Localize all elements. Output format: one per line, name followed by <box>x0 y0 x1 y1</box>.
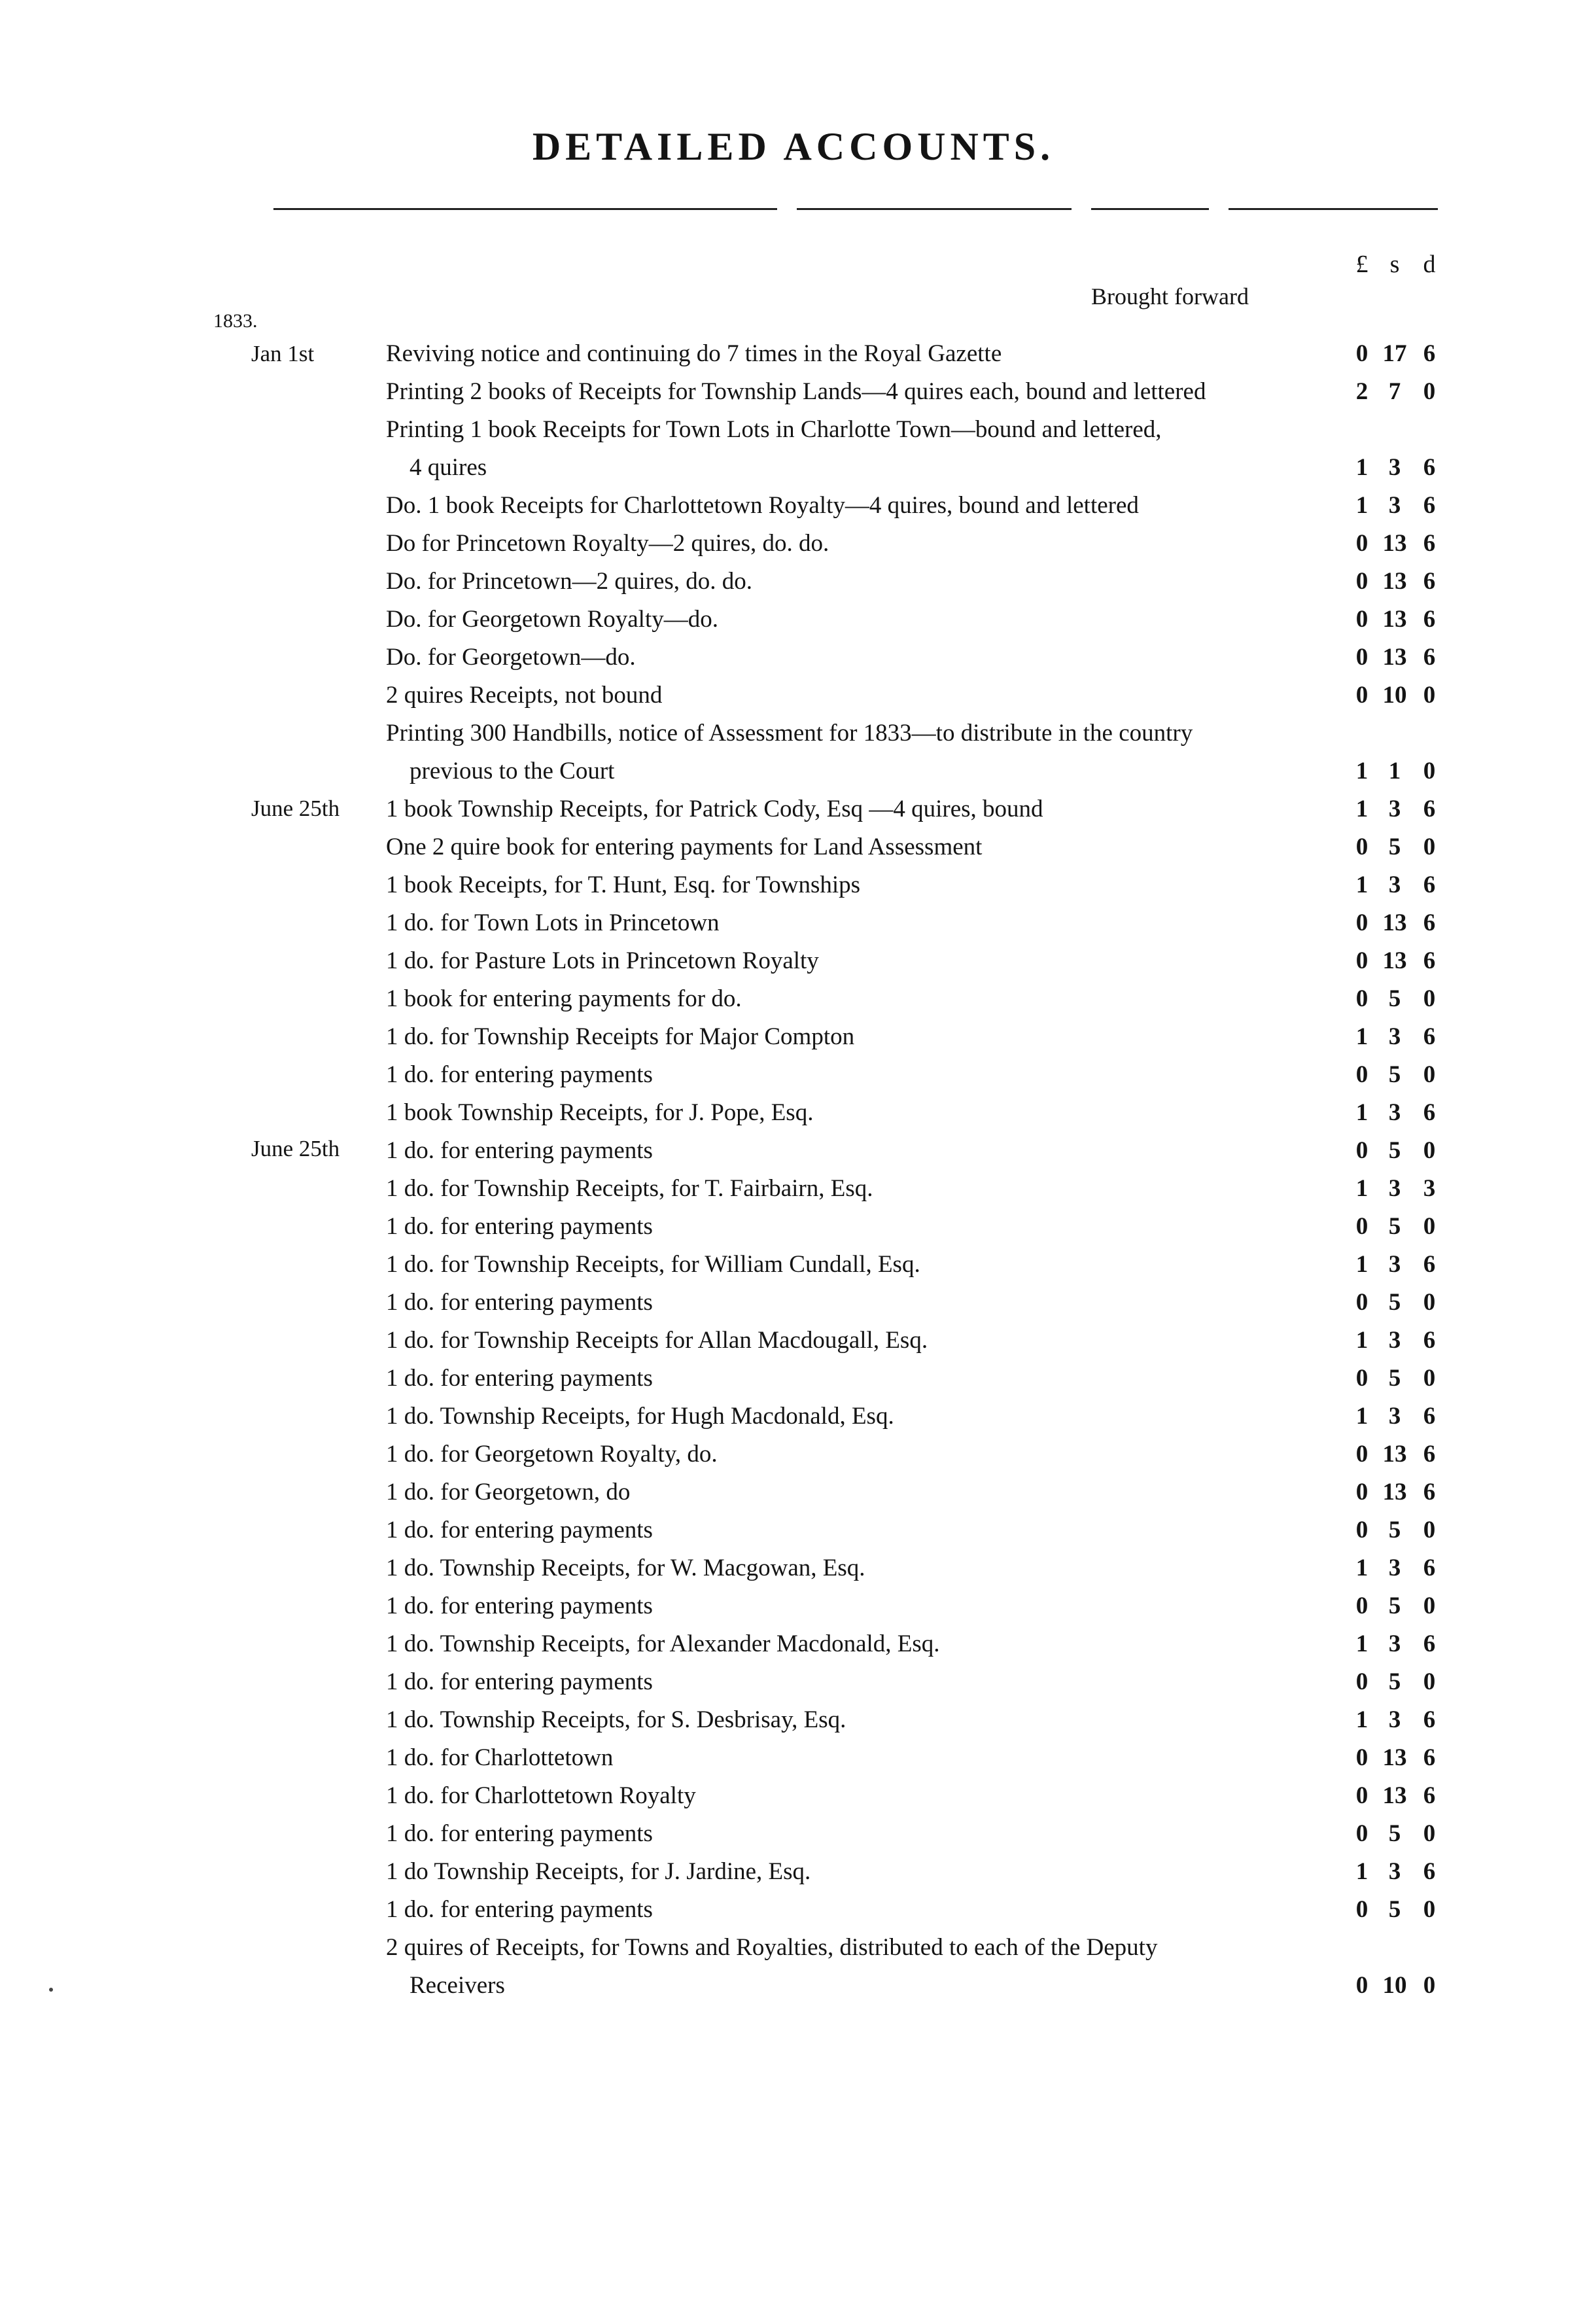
pounds-header: £ <box>1355 251 1369 278</box>
pence-value: 6 <box>1423 1858 1436 1885</box>
shillings-value: 5 <box>1388 1668 1401 1695</box>
shillings-value: 3 <box>1388 1099 1401 1126</box>
pounds-value: 1 <box>1355 1555 1369 1581</box>
shillings-value: 5 <box>1388 985 1401 1012</box>
table-row <box>386 373 1348 411</box>
pence-value <box>1410 411 1449 449</box>
table-row <box>386 1511 1348 1549</box>
item-description: 1 do. for entering payments <box>386 1593 659 1619</box>
shillings-value: 10 <box>1382 682 1407 709</box>
shillings-value: 13 <box>1382 530 1407 557</box>
shillings-value: 13 <box>1382 909 1407 936</box>
pence-value: 6 <box>1423 1744 1436 1771</box>
item-description: 1 do. for entering payments <box>386 1289 659 1316</box>
pounds-value: 0 <box>1355 1479 1369 1505</box>
table-row <box>386 1549 1348 1587</box>
shillings-value: 3 <box>1388 872 1401 898</box>
item-description: 1 book Township Receipts, for J. Pope, Esq. <box>386 1099 820 1126</box>
pounds-value: 0 <box>1355 1061 1369 1088</box>
date-label: June 25th <box>251 1136 340 1161</box>
pounds-value: 0 <box>1355 1137 1369 1164</box>
pounds-value: 0 <box>1355 947 1369 974</box>
item-description: One 2 quire book for entering payments for Land Assessment <box>386 834 988 860</box>
pence-value <box>1410 714 1449 752</box>
pence-value: 0 <box>1423 1820 1436 1847</box>
item-description: 1 do. for Georgetown Royalty, do. <box>386 1441 724 1468</box>
table-row <box>386 1170 1348 1208</box>
item-description: 1 do. Township Receipts, for Hugh Macdonald, Esq. <box>386 1403 901 1430</box>
table-row <box>386 828 1348 866</box>
table-row <box>386 1435 1348 1473</box>
table-row <box>386 1739 1348 1777</box>
table-row <box>386 487 1348 525</box>
pounds-value: 1 <box>1355 1023 1369 1050</box>
pence-value: 0 <box>1423 682 1436 709</box>
shillings-value: 17 <box>1382 340 1407 367</box>
shillings-value: 13 <box>1382 1744 1407 1771</box>
shillings-value: 5 <box>1388 1593 1401 1619</box>
shillings-value: 5 <box>1388 1365 1401 1392</box>
pence-value: 6 <box>1423 568 1436 595</box>
shillings-value: 5 <box>1388 1061 1401 1088</box>
pence-value: 3 <box>1423 1175 1436 1202</box>
header-rule-middle <box>797 208 1072 210</box>
item-description: 1 do. for entering payments <box>386 1820 659 1847</box>
item-description: 1 do. Township Receipts, for Alexander Macdonald, Esq. <box>386 1630 947 1657</box>
item-description: Receivers <box>410 1972 512 1999</box>
pounds-value: 0 <box>1355 340 1369 367</box>
item-description: 1 do. for Township Receipts for Major Compton <box>386 1023 861 1050</box>
pence-value: 6 <box>1423 454 1436 481</box>
pence-value: 6 <box>1423 492 1436 519</box>
table-row <box>386 1929 1348 1967</box>
table-row <box>386 790 1348 828</box>
pounds-value: 1 <box>1355 1630 1369 1657</box>
header-rule-right <box>1229 208 1438 210</box>
item-description: Do for Princetown Royalty—2 quires, do. do. <box>386 530 835 557</box>
table-row <box>386 1360 1348 1398</box>
pounds-value: 1 <box>1355 1099 1369 1126</box>
pounds-value: 0 <box>1355 1668 1369 1695</box>
pounds-value: 1 <box>1355 454 1369 481</box>
pounds-value: 1 <box>1355 796 1369 822</box>
item-description: 1 do. for entering payments <box>386 1668 659 1695</box>
item-description: 1 do. for entering payments <box>386 1061 659 1088</box>
item-description: Do. for Georgetown Royalty—do. <box>386 606 725 633</box>
pounds-value: 0 <box>1355 1593 1369 1619</box>
shillings-value: 7 <box>1388 378 1401 405</box>
item-description: 1 do. for Charlottetown <box>386 1744 619 1771</box>
pounds-value: 0 <box>1355 568 1369 595</box>
item-description: Do. 1 book Receipts for Charlottetown Royalty—4 quires, bound and lettered <box>386 492 1145 519</box>
pounds-value: 1 <box>1355 1251 1369 1278</box>
table-row <box>386 1322 1348 1360</box>
shillings-value: 13 <box>1382 568 1407 595</box>
date-label: June 25th <box>251 796 340 821</box>
pence-value: 6 <box>1423 1479 1436 1505</box>
table-row <box>386 1094 1348 1132</box>
table-row <box>386 1853 1348 1891</box>
item-description: 1 do. for Pasture Lots in Princetown Royalty <box>386 947 826 974</box>
shillings-value: 13 <box>1382 1441 1407 1468</box>
pence-value <box>1410 1929 1449 1967</box>
pounds-value: 0 <box>1355 1782 1369 1809</box>
pence-value: 6 <box>1423 1441 1436 1468</box>
pence-value: 6 <box>1423 1630 1436 1657</box>
shillings-value: 3 <box>1388 1327 1401 1354</box>
year-label: 1833. <box>213 310 258 332</box>
shillings-value: 3 <box>1388 1403 1401 1430</box>
table-row <box>386 1284 1348 1322</box>
pence-value: 6 <box>1423 340 1436 367</box>
shillings-value: 13 <box>1382 1782 1407 1809</box>
pence-value: 0 <box>1423 985 1436 1012</box>
item-description: Do. for Georgetown—do. <box>386 644 642 671</box>
item-description: 1 do. for entering payments <box>386 1137 659 1164</box>
item-description: 1 do. Township Receipts, for W. Macgowan, Esq. <box>386 1555 872 1581</box>
pence-value: 0 <box>1423 1061 1436 1088</box>
pence-value: 6 <box>1423 1782 1436 1809</box>
table-row <box>410 449 1348 487</box>
item-description: Printing 300 Handbills, notice of Assessment for 1833—to distribute in the country <box>386 720 1199 747</box>
item-description: Printing 1 book Receipts for Town Lots in Charlotte Town—bound and lettered, <box>386 416 1168 443</box>
item-description: 1 do. for Township Receipts for Allan Macdougall, Esq. <box>386 1327 934 1354</box>
stray-mark <box>49 1988 53 1992</box>
shillings-value: 13 <box>1382 947 1407 974</box>
pence-value: 6 <box>1423 1403 1436 1430</box>
shillings-value: 3 <box>1388 1630 1401 1657</box>
table-row <box>386 942 1348 980</box>
item-description: 1 do. for entering payments <box>386 1365 659 1392</box>
shillings-value: 5 <box>1388 1820 1401 1847</box>
shillings-value: 5 <box>1388 1289 1401 1316</box>
pence-value: 6 <box>1423 644 1436 671</box>
shillings-value: 5 <box>1388 1213 1401 1240</box>
item-description: 1 book Township Receipts, for Patrick Cody, Esq —4 quires, bound <box>386 796 1050 822</box>
pounds-value: 0 <box>1355 682 1369 709</box>
shillings-value: 3 <box>1388 454 1401 481</box>
table-row <box>386 1663 1348 1701</box>
shillings-value: 3 <box>1388 1555 1401 1581</box>
pence-value: 0 <box>1423 1593 1436 1619</box>
shillings-header: s <box>1389 251 1400 278</box>
table-row <box>386 714 1348 752</box>
pence-value: 0 <box>1423 1289 1436 1316</box>
pence-value: 0 <box>1423 1137 1436 1164</box>
pence-value: 0 <box>1423 758 1436 784</box>
shillings-value: 5 <box>1388 1896 1401 1923</box>
shillings-value <box>1375 714 1414 752</box>
table-row <box>386 1398 1348 1435</box>
pence-header: d <box>1423 251 1436 278</box>
pence-value: 0 <box>1423 1365 1436 1392</box>
item-description: 1 do. for Town Lots in Princetown <box>386 909 726 936</box>
table-row <box>386 1056 1348 1094</box>
table-row <box>386 335 1348 373</box>
shillings-value: 13 <box>1382 606 1407 633</box>
table-row <box>386 1132 1348 1170</box>
pence-value: 6 <box>1423 606 1436 633</box>
shillings-value: 13 <box>1382 1479 1407 1505</box>
pence-value: 6 <box>1423 796 1436 822</box>
shillings-value <box>1375 411 1414 449</box>
pence-value: 6 <box>1423 1555 1436 1581</box>
item-description: 4 quires <box>410 454 493 481</box>
table-row <box>386 866 1348 904</box>
item-description: 1 do. for entering payments <box>386 1213 659 1240</box>
item-description: Do. for Princetown—2 quires, do. do. <box>386 568 759 595</box>
pounds-value: 0 <box>1355 1213 1369 1240</box>
item-description: 1 book Receipts, for T. Hunt, Esq. for Townships <box>386 872 867 898</box>
table-row <box>386 1815 1348 1853</box>
pence-value: 6 <box>1423 872 1436 898</box>
shillings-value: 3 <box>1388 796 1401 822</box>
shillings-value: 10 <box>1382 1972 1407 1999</box>
pence-value: 0 <box>1423 1213 1436 1240</box>
item-description: 1 do. for Georgetown, do <box>386 1479 637 1505</box>
pence-value: 6 <box>1423 947 1436 974</box>
pence-value: 6 <box>1423 909 1436 936</box>
pence-value: 6 <box>1423 1706 1436 1733</box>
table-row <box>386 1246 1348 1284</box>
table-row <box>386 1777 1348 1815</box>
table-row <box>386 1701 1348 1739</box>
pounds-value: 0 <box>1355 1441 1369 1468</box>
table-row <box>386 1473 1348 1511</box>
pounds-value: 0 <box>1355 606 1369 633</box>
table-row <box>410 1967 1348 2005</box>
pounds-value: 0 <box>1355 530 1369 557</box>
table-row <box>386 1587 1348 1625</box>
shillings-value: 3 <box>1388 1706 1401 1733</box>
table-row <box>386 1891 1348 1929</box>
pounds-value: 0 <box>1355 644 1369 671</box>
shillings-value: 1 <box>1388 758 1401 784</box>
pounds-value: 0 <box>1355 1744 1369 1771</box>
pence-value: 0 <box>1423 834 1436 860</box>
item-description: 1 do. for Township Receipts, for T. Fairbairn, Esq. <box>386 1175 880 1202</box>
pounds-value: 1 <box>1355 1327 1369 1354</box>
pounds-value: 0 <box>1355 985 1369 1012</box>
table-row <box>386 1625 1348 1663</box>
table-row <box>386 601 1348 639</box>
shillings-value: 5 <box>1388 1137 1401 1164</box>
page-title: DETAILED ACCOUNTS. <box>532 125 1055 168</box>
shillings-value: 3 <box>1388 1251 1401 1278</box>
item-description: 1 do Township Receipts, for J. Jardine, Esq. <box>386 1858 817 1885</box>
item-description: 1 do. for entering payments <box>386 1896 659 1923</box>
table-row <box>410 752 1348 790</box>
pounds-value: 0 <box>1355 1896 1369 1923</box>
pounds-value: 1 <box>1355 1403 1369 1430</box>
item-description: 1 do. for Charlottetown Royalty <box>386 1782 703 1809</box>
shillings-value <box>1375 1929 1414 1967</box>
pounds-value: 0 <box>1355 1972 1369 1999</box>
pence-value: 6 <box>1423 1251 1436 1278</box>
shillings-value: 5 <box>1388 1517 1401 1543</box>
shillings-value: 13 <box>1382 644 1407 671</box>
pence-value: 0 <box>1423 1517 1436 1543</box>
pounds-value: 0 <box>1355 909 1369 936</box>
item-description: 2 quires Receipts, not bound <box>386 682 669 709</box>
pence-value: 6 <box>1423 1099 1436 1126</box>
pounds-value: 1 <box>1355 1858 1369 1885</box>
item-description: 2 quires of Receipts, for Towns and Royalties, distributed to each of the Deputy <box>386 1934 1164 1961</box>
header-rule-left <box>273 208 777 210</box>
brought-forward-label: Brought forward <box>1091 283 1249 309</box>
table-row <box>386 563 1348 601</box>
pounds-value: 1 <box>1355 872 1369 898</box>
shillings-value: 3 <box>1388 1023 1401 1050</box>
table-row <box>386 904 1348 942</box>
table-row <box>386 411 1348 449</box>
pence-value: 0 <box>1423 1668 1436 1695</box>
pounds-value: 1 <box>1355 1175 1369 1202</box>
table-row <box>386 1208 1348 1246</box>
pence-value: 0 <box>1423 378 1436 405</box>
shillings-value: 5 <box>1388 834 1401 860</box>
pounds-value: 2 <box>1355 378 1369 405</box>
pounds-value: 0 <box>1355 1517 1369 1543</box>
table-row <box>386 525 1348 563</box>
item-description: 1 book for entering payments for do. <box>386 985 748 1012</box>
shillings-value: 3 <box>1388 1858 1401 1885</box>
table-row <box>386 677 1348 714</box>
table-row <box>386 980 1348 1018</box>
header-rule-mid-right <box>1091 208 1209 210</box>
item-description: 1 do. for entering payments <box>386 1517 659 1543</box>
shillings-value: 3 <box>1388 1175 1401 1202</box>
pence-value: 6 <box>1423 1327 1436 1354</box>
pence-value: 0 <box>1423 1896 1436 1923</box>
pence-value: 0 <box>1423 1972 1436 1999</box>
item-description: previous to the Court <box>410 758 621 784</box>
table-row <box>386 1018 1348 1056</box>
item-description: 1 do. for Township Receipts, for William Cundall, Esq. <box>386 1251 927 1278</box>
pounds-value: 1 <box>1355 492 1369 519</box>
pounds-value: 0 <box>1355 1820 1369 1847</box>
pounds-value: 0 <box>1355 834 1369 860</box>
item-description: Printing 2 books of Receipts for Township Lands—4 quires each, bound and lettered <box>386 378 1212 405</box>
pounds-value: 0 <box>1355 1289 1369 1316</box>
pounds-value: 1 <box>1355 758 1369 784</box>
item-description: 1 do. Township Receipts, for S. Desbrisay, Esq. <box>386 1706 852 1733</box>
date-label: Jan 1st <box>251 341 315 366</box>
pence-value: 6 <box>1423 1023 1436 1050</box>
shillings-value: 3 <box>1388 492 1401 519</box>
item-description: Reviving notice and continuing do 7 times in the Royal Gazette <box>386 340 1008 367</box>
pounds-value: 1 <box>1355 1706 1369 1733</box>
pounds-value: 0 <box>1355 1365 1369 1392</box>
table-row <box>386 639 1348 677</box>
pence-value: 6 <box>1423 530 1436 557</box>
